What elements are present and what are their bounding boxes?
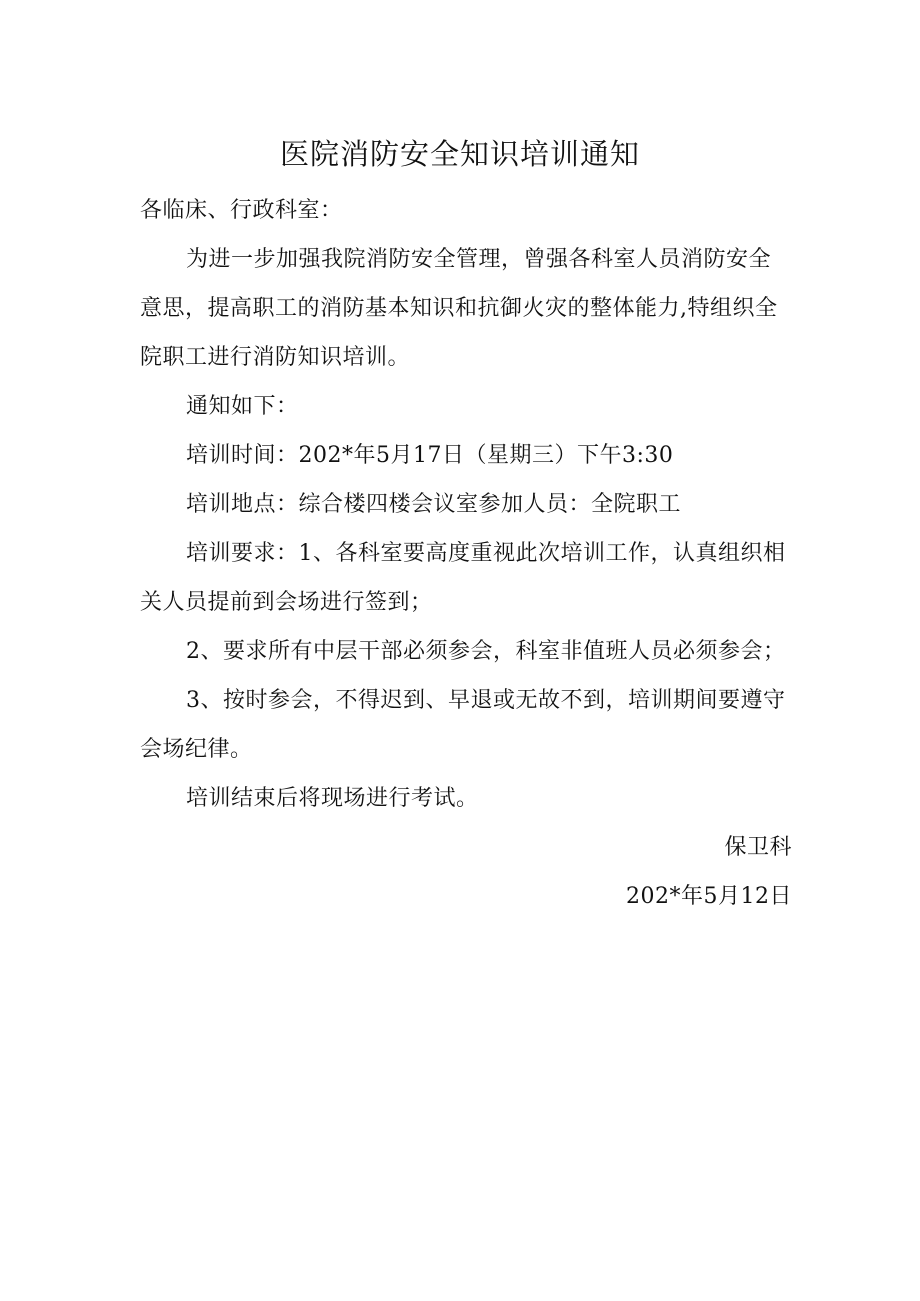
salutation: 各临床、行政科室： <box>140 198 343 223</box>
training-time: 培训时间：202*年5月17日（星期三）下午3:30 <box>186 443 674 468</box>
document-body <box>140 186 792 921</box>
requirement-3: 3、按时参会，不得迟到、早退或无故不到，培训期间要遵守会场纪律。 <box>140 688 786 762</box>
requirement-1: 培训要求：1、各科室要高度重视此次培训工作，认真组织相关人员提前到会场进行签到； <box>140 541 786 615</box>
requirement-2: 2、要求所有中层干部必须参会，科室非值班人员必须参会； <box>186 639 786 664</box>
training-location: 培训地点：综合楼四楼会议室参加人员：全院职工 <box>186 492 682 517</box>
document-title: 医院消防安全知识培训通知 <box>279 137 640 171</box>
intro-paragraph: 为进一步加强我院消防安全管理，曾强各科室人员消防安全意思，提高职工的消防基本知识和抗御火灾的整体能力,特组织全院职工进行消防知识培训。 <box>140 247 778 370</box>
signature-date: 202*年5月12日 <box>626 884 792 909</box>
notice-label: 通知如下： <box>186 394 299 419</box>
signature-department: 保卫科 <box>724 835 792 860</box>
closing-paragraph: 培训结束后将现场进行考试。 <box>186 786 479 811</box>
